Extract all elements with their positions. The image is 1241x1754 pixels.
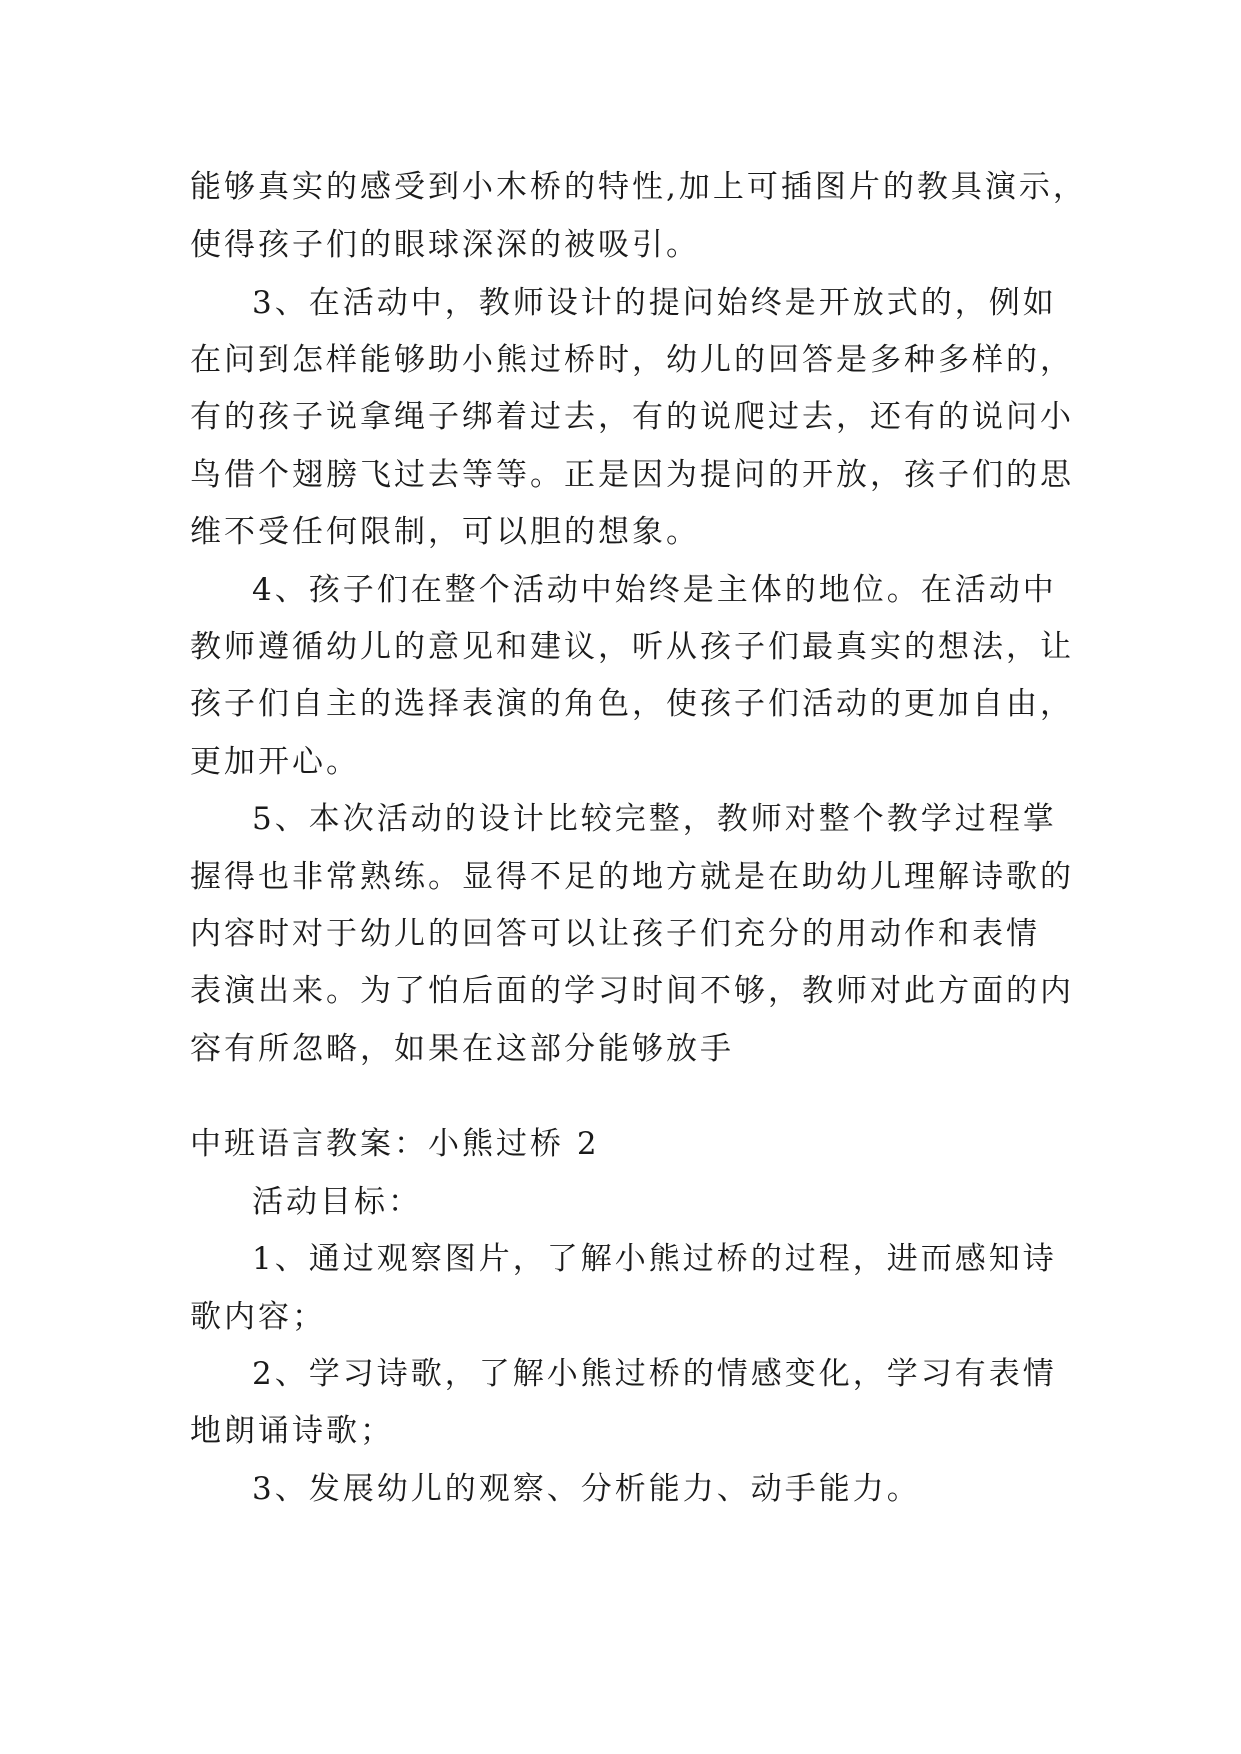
paragraph-line: 5、本次活动的设计比较完整，教师对整个教学过程掌 [252,801,1057,837]
paragraph-line: 维不受任何限制，可以胆的想象。 [190,514,700,550]
paragraph-line: 握得也非常熟练。显得不足的地方就是在助幼儿理解诗歌的 [190,859,1074,895]
paragraph-line: 3、发展幼儿的观察、分析能力、动手能力。 [252,1471,921,1507]
paragraph-line: 内容时对于幼儿的回答可以让孩子们充分的用动作和表情 [190,916,1040,952]
paragraph-line: 4、孩子们在整个活动中始终是主体的地位。在活动中 [252,572,1057,608]
paragraph-line: 使得孩子们的眼球深深的被吸引。 [190,227,700,263]
paragraph-line: 有的孩子说拿绳子绑着过去，有的说爬过去，还有的说问小 [190,399,1074,435]
paragraph-line: 表演出来。为了怕后面的学习时间不够，教师对此方面的内 [190,973,1074,1009]
paragraph-line: 地朗诵诗歌； [190,1413,394,1449]
paragraph-line: 能够真实的感受到小木桥的特性,加上可插图片的教具演示， [190,169,1087,205]
paragraph-line: 1、通过观察图片，了解小熊过桥的过程，进而感知诗 [252,1241,1057,1277]
paragraph-line: 2、学习诗歌，了解小熊过桥的情感变化，学习有表情 [252,1356,1057,1392]
paragraph-line: 鸟借个翅膀飞过去等等。正是因为提问的开放，孩子们的思 [190,457,1074,493]
paragraph-line: 教师遵循幼儿的意见和建议，听从孩子们最真实的想法，让 [190,629,1074,665]
paragraph-line: 更加开心。 [190,744,360,780]
paragraph-line: 孩子们自主的选择表演的角色，使孩子们活动的更加自由， [190,686,1074,722]
paragraph-line: 活动目标： [252,1184,422,1220]
section-heading: 中班语言教案：小熊过桥 2 [190,1126,600,1162]
paragraph-line: 在问到怎样能够助小熊过桥时，幼儿的回答是多种多样的， [190,342,1074,378]
paragraph-line: 3、在活动中，教师设计的提问始终是开放式的，例如 [252,285,1057,321]
paragraph-line: 容有所忽略，如果在这部分能够放手 [190,1031,734,1067]
paragraph-line: 歌内容； [190,1299,326,1335]
